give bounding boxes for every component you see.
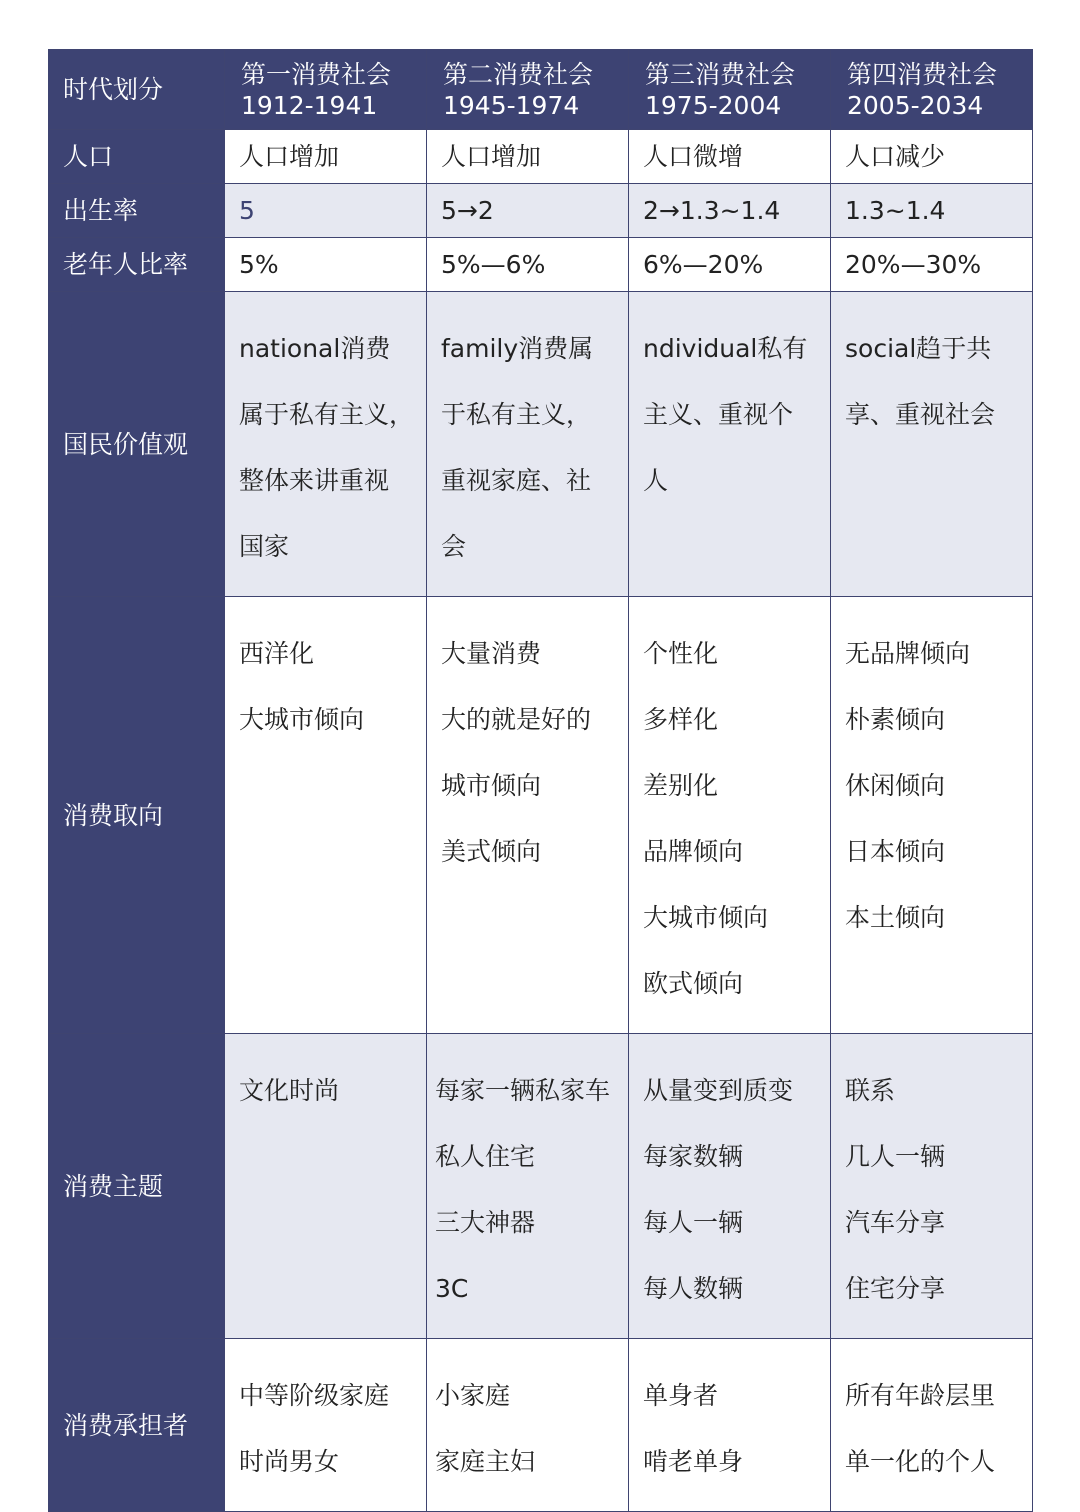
cell-line: 享、重视社会 <box>845 400 996 429</box>
cell-line: 个性化 <box>643 639 719 668</box>
cell-line: 三大神器 <box>435 1208 536 1237</box>
cell-line: 整体来讲重视 <box>239 466 390 495</box>
table-cell <box>225 1339 427 1512</box>
table-cell <box>225 238 427 292</box>
table-row <box>49 184 1033 238</box>
cell-text: 2→1.3~1.4 <box>643 196 781 225</box>
table-cell <box>225 597 427 1034</box>
cell-line: 属于私有主义， <box>239 400 415 429</box>
table-cell <box>831 1339 1033 1512</box>
cell-line: 所有年龄层里 <box>845 1381 996 1410</box>
cell-line: 欧式倾向 <box>643 969 744 998</box>
column-header-2 <box>427 50 629 130</box>
cell-line: 几人一辆 <box>845 1142 946 1171</box>
cell-line: 差别化 <box>643 771 719 800</box>
cell-line: 人 <box>643 466 669 495</box>
cell-line: 中等阶级家庭 <box>239 1381 390 1410</box>
cell-line: 朴素倾向 <box>845 705 946 734</box>
table-row <box>49 130 1033 184</box>
row-header: 人口 <box>49 130 225 184</box>
cell-line: 国家 <box>239 532 290 561</box>
table-cell <box>629 130 831 184</box>
cell-line: family消费属 <box>441 334 594 363</box>
table-cell <box>427 1034 629 1339</box>
cell-line: 本土倾向 <box>845 903 946 932</box>
table-cell <box>629 292 831 597</box>
cell-line: 联系 <box>845 1076 896 1105</box>
column-years: 1975-2004 <box>645 90 782 120</box>
cell-line: 文化时尚 <box>239 1076 340 1105</box>
column-title: 第三消费社会 <box>645 59 796 89</box>
cell-line: 大城市倾向 <box>643 903 769 932</box>
header-row <box>49 50 1033 130</box>
cell-text: 人口微增 <box>643 142 744 171</box>
cell-text: 6%—20% <box>643 250 764 279</box>
table-row <box>49 1034 1033 1339</box>
table-cell <box>427 184 629 238</box>
cell-line: 大量消费 <box>441 639 542 668</box>
table-cell <box>427 238 629 292</box>
cell-line: 啃老单身 <box>643 1447 744 1476</box>
table-cell <box>831 238 1033 292</box>
cell-line: 小家庭 <box>435 1381 511 1410</box>
cell-line: 城市倾向 <box>441 771 542 800</box>
cell-line: 西洋化 <box>239 639 315 668</box>
cell-text: 人口增加 <box>441 142 542 171</box>
table-cell <box>831 597 1033 1034</box>
cell-line: 重视家庭、社 <box>441 466 592 495</box>
cell-line: 每人数辆 <box>643 1274 744 1303</box>
cell-text: 人口增加 <box>239 142 340 171</box>
table-cell <box>831 184 1033 238</box>
table-cell <box>225 130 427 184</box>
cell-line: 家庭主妇 <box>435 1447 536 1476</box>
table-cell <box>831 1034 1033 1339</box>
row-header: 消费承担者 <box>49 1339 225 1512</box>
row-header: 出生率 <box>49 184 225 238</box>
row-header: 消费主题 <box>49 1034 225 1339</box>
table-row <box>49 1339 1033 1512</box>
table-cell <box>831 130 1033 184</box>
cell-line: 美式倾向 <box>441 837 542 866</box>
cell-text: 人口减少 <box>845 142 946 171</box>
cell-line: 私人住宅 <box>435 1142 536 1171</box>
cell-line: 日本倾向 <box>845 837 946 866</box>
table-cell <box>629 238 831 292</box>
table-row <box>49 238 1033 292</box>
row-header: 老年人比率 <box>49 238 225 292</box>
cell-line: 休闲倾向 <box>845 771 946 800</box>
cell-line: ndividual私有 <box>643 334 808 363</box>
column-header-3 <box>629 50 831 130</box>
corner-header: 时代划分 <box>49 50 225 130</box>
cell-text: 5% <box>239 250 279 279</box>
cell-text: 5%—6% <box>441 250 546 279</box>
cell-line: 每家一辆私家车 <box>435 1076 611 1105</box>
cell-line: social趋于共 <box>845 334 992 363</box>
column-title: 第二消费社会 <box>443 59 594 89</box>
table-cell <box>225 292 427 597</box>
column-header-1 <box>225 50 427 130</box>
cell-line: 单身者 <box>643 1381 719 1410</box>
cell-line: 多样化 <box>643 705 719 734</box>
table-cell <box>629 597 831 1034</box>
table-cell <box>629 1339 831 1512</box>
cell-text: 1.3~1.4 <box>845 196 946 225</box>
row-header: 国民价值观 <box>49 292 225 597</box>
cell-line: 大城市倾向 <box>239 705 365 734</box>
cell-line: 每人一辆 <box>643 1208 744 1237</box>
cell-line: 会 <box>441 532 467 561</box>
cell-line: 每家数辆 <box>643 1142 744 1171</box>
cell-text: 5 <box>239 196 255 225</box>
column-years: 1945-1974 <box>443 90 580 120</box>
table-cell <box>427 597 629 1034</box>
table-cell <box>427 292 629 597</box>
cell-text: 5→2 <box>441 196 494 225</box>
cell-line: 大的就是好的 <box>441 705 592 734</box>
cell-line: 3C <box>435 1274 469 1303</box>
table-cell <box>225 184 427 238</box>
cell-line: 住宅分享 <box>845 1274 946 1303</box>
table-cell <box>629 184 831 238</box>
cell-line: 时尚男女 <box>239 1447 340 1476</box>
row-header: 消费取向 <box>49 597 225 1034</box>
cell-line: 单一化的个人 <box>845 1447 996 1476</box>
consumer-society-table <box>48 49 1033 1512</box>
cell-line: 于私有主义， <box>441 400 592 429</box>
cell-line: national消费 <box>239 334 391 363</box>
cell-line: 从量变到质变 <box>643 1076 794 1105</box>
column-years: 1912-1941 <box>241 90 378 120</box>
cell-line: 无品牌倾向 <box>845 639 971 668</box>
cell-line: 品牌倾向 <box>643 837 744 866</box>
table-cell <box>629 1034 831 1339</box>
table-row <box>49 292 1033 597</box>
column-years: 2005-2034 <box>847 90 984 120</box>
column-title: 第四消费社会 <box>847 59 998 89</box>
table-cell <box>225 1034 427 1339</box>
table-row <box>49 597 1033 1034</box>
column-title: 第一消费社会 <box>241 59 392 89</box>
cell-line: 汽车分享 <box>845 1208 946 1237</box>
table-cell <box>427 1339 629 1512</box>
table-cell <box>427 130 629 184</box>
table-cell <box>831 292 1033 597</box>
cell-line: 主义、重视个 <box>643 400 794 429</box>
column-header-4 <box>831 50 1033 130</box>
cell-text: 20%—30% <box>845 250 982 279</box>
